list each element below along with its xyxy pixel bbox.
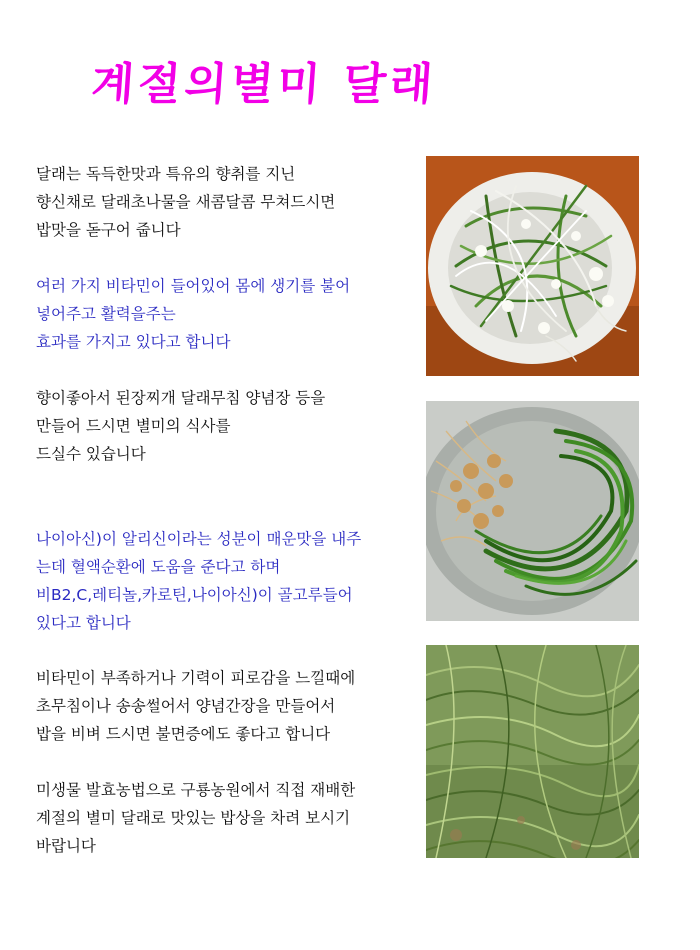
page-title: 계절의별미 달래 xyxy=(89,59,439,110)
text-line: 밥맛을 돋구어 줍니다 xyxy=(36,221,181,239)
text-line: 있다고 합니다 xyxy=(36,614,131,632)
paragraph-allicin xyxy=(36,525,421,637)
text-line: 초무침이나 송송썰어서 양념간장을 만들어서 xyxy=(36,697,336,715)
text-line: 만들어 드시면 별미의 식사를 xyxy=(36,417,231,435)
dallae-field-photo xyxy=(426,645,639,858)
text-line: 넣어주고 활력을주는 xyxy=(36,305,176,323)
text-line: 향이좋아서 된장찌개 달래무침 양념장 등을 xyxy=(36,389,326,407)
paragraph-farm xyxy=(36,776,421,860)
dallae-bundle-photo xyxy=(426,401,639,621)
text-line: 바랍니다 xyxy=(36,837,96,855)
text-line: 드실수 있습니다 xyxy=(36,445,146,463)
paragraph-vitamins xyxy=(36,272,421,356)
dallae-plate-photo xyxy=(426,156,639,376)
paragraph-recipes xyxy=(36,384,421,468)
text-line: 달래는 독득한맛과 특유의 향취를 지닌 xyxy=(36,165,296,183)
text-line: 밥을 비벼 드시면 불면증에도 좋다고 합니다 xyxy=(36,725,331,743)
text-line: 여러 가지 비타민이 들어있어 몸에 생기를 불어 xyxy=(36,277,351,295)
paragraph-insomnia xyxy=(36,664,421,748)
text-line: 계절의 별미 달래로 맛있는 밥상을 차려 보시기 xyxy=(36,809,351,827)
text-line: 비타민이 부족하거나 기력이 피로감을 느낄때에 xyxy=(36,669,356,687)
text-line: 비B2,C,레티놀,카로틴,나이아신)이 골고루들어 xyxy=(36,586,353,604)
text-line: 효과를 가지고 있다고 합니다 xyxy=(36,333,231,351)
text-line: 미생물 발효농법으로 구룡농원에서 직접 재배한 xyxy=(36,781,356,799)
paragraph-intro xyxy=(36,160,421,244)
text-line: 는데 혈액순환에 도움을 준다고 하며 xyxy=(36,558,281,576)
text-line: 향신채로 달래초나물을 새콤달콤 무쳐드시면 xyxy=(36,193,336,211)
text-line: 나이아신)이 알리신이라는 성분이 매운맛을 내주 xyxy=(36,530,362,548)
